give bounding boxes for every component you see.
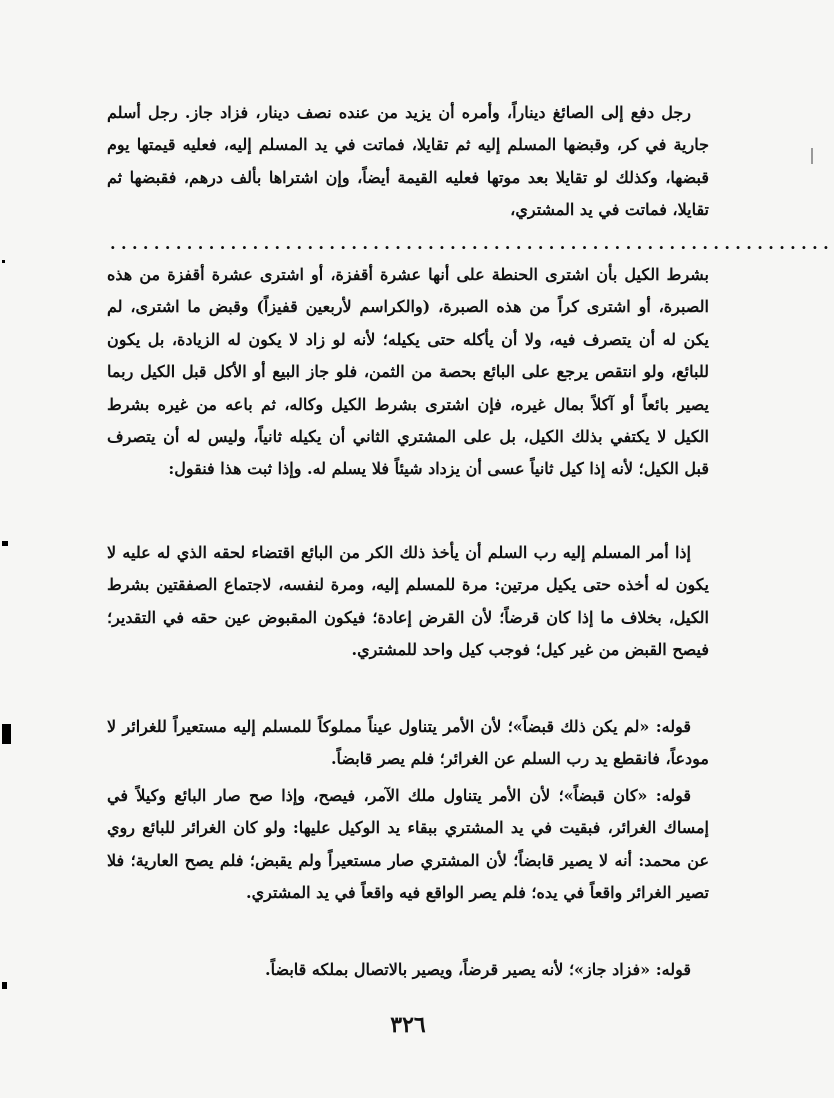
scan-speck [2,724,11,744]
paragraph-not-possession [107,711,709,776]
paragraph-added-valid-text: قوله: «فزاد جاز»؛ لأنه يصير قرضاً، ويصير بالاتصال بملكه قابضاً. [265,960,691,979]
scan-speck [2,260,5,263]
paragraph-salam-order-text: إذا أمر المسلم إليه رب السلم أن يأخذ ذلك الكر من البائع اقتضاء لحقه الذي له عليه لا يكون له أخذه حتى يكيل مرتين: مرة للمسلم إليه، ومرة لنفسه، لاجتماع الصفقتين بشرط الكيل، بخلاف ما إذا كان قرضاً؛ لأن القرض إعادة؛ فيكون المقبوض عين حقه في التقدير؛ فيصح القبض من غير كيل؛ فوجب كيل واحد للمشتري. [107,543,710,660]
paragraph-kayl-condition [107,259,709,486]
paragraph-is-possession-text: قوله: «كان قبضاً»؛ لأن الأمر يتناول ملك الآمر، فيصح، وإذا صح صار البائع وكيلاً في إمساك الغرائر، فبقيت في يد المشتري ببقاء يد الوكيل عليها: ولو كان الغرائر للبائع روي عن محمد: أنه لا يصير قابضاً؛ لأن المشتري صار مستعيراً ولم يقبض؛ فلم يصح العارية؛ فلا تصير الغرائر واقعاً في يده؛ فلم يصر الواقع فيه واقعاً في يد المشتري. [107,786,709,903]
scan-speck [2,982,7,989]
paragraph-kayl-condition-text: بشرط الكيل بأن اشترى الحنطة على أنها عشرة أقفزة، أو اشترى عشرة أقفزة من هذه الصبرة، أو اشترى كراً من هذه الصبرة، (والكراسم لأربعين قفيزاً) وقبض ما اشترى، لم يكن له أن يتصرف فيه، ولا أن يأكله حتى يكيله؛ لأنه لو زاد لا يكون له الزيادة، بل يكون للبائع، ولو انتقص يرجع على البائع بحصة من الثمن، فلو جاز البيع أو الأكل قبل الكيل ربما يصير بائعاً أو آكلاً بمال غيره، فإن اشترى بشرط الكيل وكاله، ثم باعه من غيره بشرط الكيل لا يكتفي بذلك الكيل، بل على المشتري الثاني أن يكيله ثانياً، وليس له أن يتصرف قبل الكيل؛ لأنه إذا كيل ثانياً عسى أن يزداد شيئاً فلا يسلم له. وإذا ثبت هذا فنقول: [107,265,709,479]
paragraph-salam-order [107,537,709,667]
paragraph-not-possession-text: قوله: «لم يكن ذلك قبضاً»؛ لأن الأمر يتناول عيناً مملوكاً للمسلم إليه مستعيراً للغرائر لا مودعاً، فانقطع يد رب السلم عن الغرائر؛ فلم يصر قابضاً. [107,717,709,769]
scan-speck [811,148,813,164]
paragraph-is-possession [107,780,709,910]
page-number: ٣٢٦ [390,1012,426,1038]
dotted-separator: .................................................................. [110,234,834,253]
top-paragraph [107,97,709,227]
paragraph-added-valid [107,954,709,986]
scan-speck [2,541,8,546]
top-paragraph-text: رجل دفع إلى الصائغ ديناراً، وأمره أن يزيد من عنده نصف دينار، فزاد جاز. رجل أسلم جارية في كر، وقبضها المسلم إليه ثم تقايلا، فماتت في يد المسلم إليه، فعليه قيمتها يوم قبضها، وكذلك لو تقايلا بعد موتها فعليه القيمة أيضاً، وإن اشتراها بألف درهم، فقبضها ثم تقايلا، فماتت في يد المشتري، [107,103,709,220]
